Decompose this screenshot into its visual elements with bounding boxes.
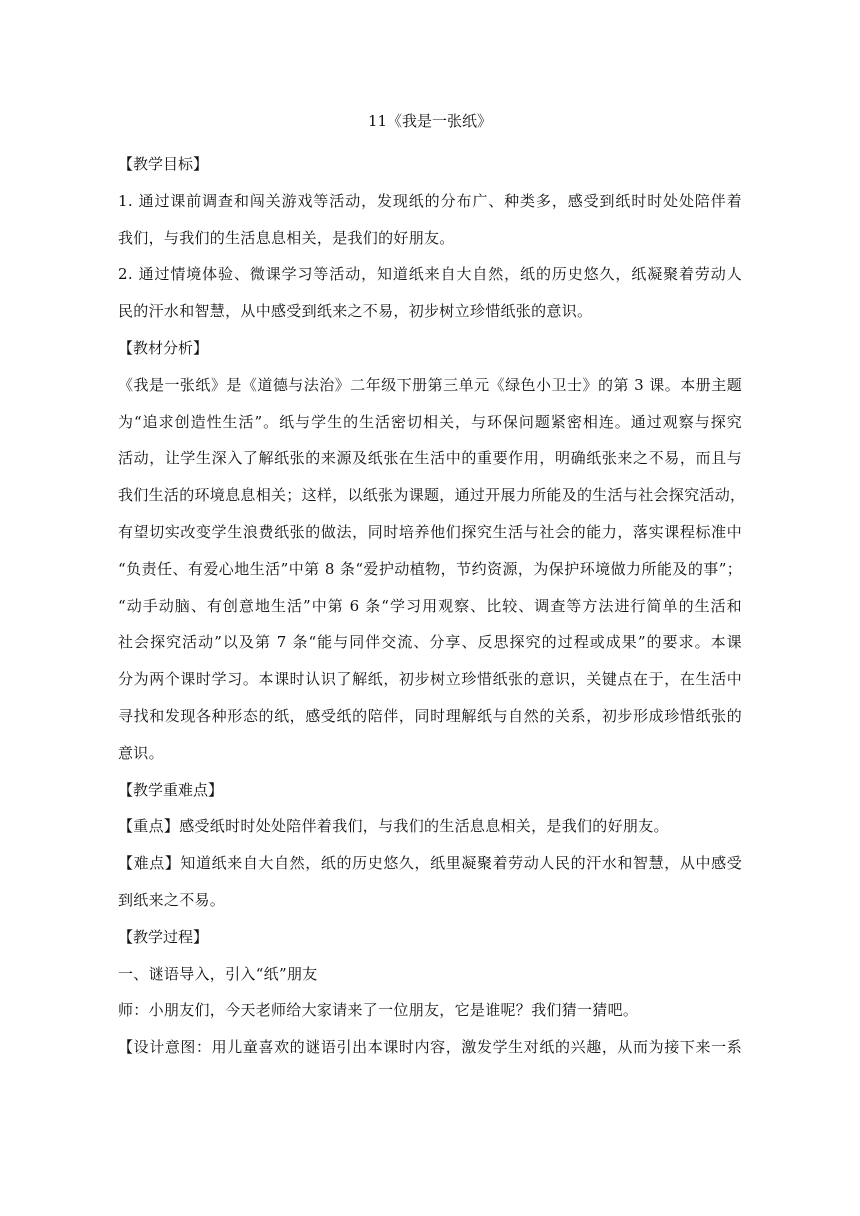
process-heading: 【教学过程】 — [118, 927, 209, 946]
document-title: 11《我是一张纸》 — [367, 112, 493, 130]
analysis-line: 为“追求创造性生活”。纸与学生的生活密切相关，与环保问题紧密相连。通过观察与探究 — [118, 412, 742, 431]
analysis-line: 有望切实改变学生浪费纸张的做法，同时培养他们探究生活与社会的能力，落实课程标准中 — [118, 522, 742, 541]
analysis-line: “动手动脑、有创意地生活”中第 6 条“学习用观察、比较、调查等方法进行简单的生活和 — [118, 596, 742, 615]
difficult-point-line-2: 到纸来之不易。 — [118, 890, 226, 909]
document-page — [118, 110, 746, 1066]
key-difficult-heading: 【教学重难点】 — [118, 780, 224, 799]
analysis-line: 《我是一张纸》是《道德与法治》二年级下册第三单元《绿色小卫士》的第 3 课。本册主题 — [118, 375, 742, 394]
analysis-line: “负责任、有爱心地生活”中第 8 条“爱护动植物，节约资源，为保护环境做力所能及的事”； — [118, 559, 742, 578]
goal-1-line-1: 1. 通过课前调查和闯关游戏等活动，发现纸的分布广、种类多，感受到纸时时处处陪伴着 — [118, 191, 742, 210]
goals-heading: 【教学目标】 — [118, 155, 209, 173]
analysis-line: 我们生活的环境息息相关；这样，以纸张为课题，通过开展力所能及的生活与社会探究活动， — [118, 486, 746, 505]
analysis-line: 寻找和发现各种形态的纸，感受纸的陪伴，同时理解纸与自然的关系，初步形成珍惜纸张的 — [118, 706, 742, 725]
analysis-line: 意识。 — [118, 743, 164, 762]
step-1-title: 一、谜语导入，引入“纸”朋友 — [118, 964, 318, 983]
goal-2-line-2: 民的汗水和智慧，从中感受到纸来之不易，初步树立珍惜纸张的意识。 — [118, 302, 593, 321]
key-point: 【重点】感受纸时时处处陪伴着我们，与我们的生活息息相关，是我们的好朋友。 — [118, 817, 669, 836]
analysis-line: 社会探究活动”以及第 7 条“能与同伴交流、分享、反思探究的过程或成果”的要求。本课 — [118, 633, 742, 652]
goal-2-line-1: 2. 通过情境体验、微课学习等活动，知道纸来自大自然，纸的历史悠久，纸凝聚着劳动人 — [118, 265, 742, 284]
analysis-line: 活动，让学生深入了解纸张的来源及纸张在生活中的重要作用，明确纸张来之不易，而且与 — [118, 449, 742, 468]
goal-1-line-2: 我们，与我们的生活息息相关，是我们的好朋友。 — [118, 228, 455, 247]
analysis-line: 分为两个课时学习。本课时认识了解纸，初步树立珍惜纸张的意识，关键点在于，在生活中 — [118, 670, 742, 689]
analysis-heading: 【教材分析】 — [118, 338, 209, 357]
difficult-point-line-1: 【难点】知道纸来自大自然，纸的历史悠久，纸里凝聚着劳动人民的汗水和智慧，从中感受 — [118, 854, 742, 873]
design-intent: 【设计意图：用儿童喜欢的谜语引出本课时内容，激发学生对纸的兴趣，从而为接下来一系 — [118, 1038, 742, 1057]
teacher-line: 师：小朋友们，今天老师给大家请来了一位朋友，它是谁呢？我们猜一猜吧。 — [118, 1001, 639, 1020]
